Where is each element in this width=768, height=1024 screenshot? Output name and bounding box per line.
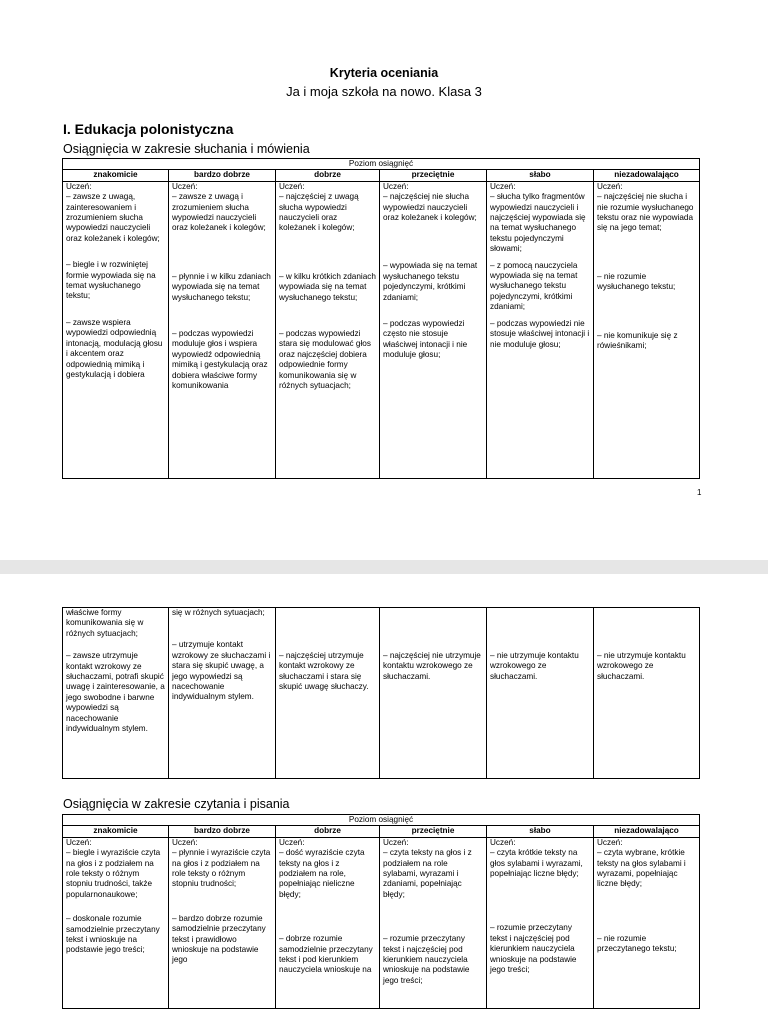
document-page-2	[0, 574, 768, 1024]
table-2-heading: Osiągnięcia w zakresie czytania i pisania	[63, 797, 290, 811]
column-header: bardzo dobrze	[169, 170, 276, 181]
criteria-cell: Uczeń: – najczęściej nie słucha wypowiedzi nauczycieli oraz koleżanek i kolegów; – wypowiada się na temat wysłuchanego tekstu pojedynczymi, krótkimi zdaniami; – podczas wypowiedzi często nie stosuje właściwej intonacji i nie moduluje głosu;	[380, 181, 487, 478]
criteria-cell: Uczeń: – słucha tylko fragmentów wypowiedzi nauczycieli i najczęściej wypowiada się na temat wysłuchanego tekstu pojedynczymi słowami; – z pomocą nauczyciela wypowiada się na temat wysłuchanego tekstu pojedynczymi, krótkimi zdaniami; – podczas wypowiedzi nie stosuje właściwej intonacji i nie moduluje głosu;	[487, 181, 594, 478]
criteria-cell: Uczeń: – zawsze z uwagą i zrozumieniem słucha wypowiedzi nauczycieli oraz koleżanek i kolegów; – płynnie i w kilku zdaniach wypowiada się na temat wysłuchanego tekstu; – podczas wypowiedzi moduluje głos i wspiera wypowiedź odpowiednią mimiką i gestykulacją oraz dobiera właściwe formy komunikowania	[169, 181, 276, 478]
column-header: znakomicie	[63, 170, 169, 181]
criteria-cell: – najczęściej utrzymuje kontakt wzrokowy ze słuchaczami i stara się skupić uwagę słuchaczy.	[276, 608, 380, 779]
column-header: bardzo dobrze	[169, 826, 276, 837]
criteria-cell: Uczeń: – zawsze z uwagą, zainteresowaniem i zrozumieniem słucha wypowiedzi nauczycieli oraz koleżanek i kolegów; – biegle i w rozwiniętej formie wypowiada się na temat wysłuchanego tekstu; – zawsze wspiera wypowiedzi odpowiednią intonacją, modulacją głosu i akcentem oraz odpowiednią mimiką i gestykulacją i dobiera	[63, 181, 169, 478]
column-header: znakomicie	[63, 826, 169, 837]
criteria-cell: właściwe formy komunikowania się w różnych sytuacjach; – zawsze utrzymuje kontakt wzrokowy ze słuchaczami, potrafi skupić uwagę i zainteresowanie, a jego swobodne i barwne wypowiedzi są nacechowanie indywidualnym stylem.	[63, 608, 169, 779]
column-header: przeciętnie	[380, 170, 487, 181]
column-header: dobrze	[276, 170, 380, 181]
level-header-row	[63, 159, 700, 170]
criteria-cell: Uczeń: – płynnie i wyraziście czyta na głos i z podziałem na role teksty o różnym stopniu trudności; – bardzo dobrze rozumie samodzielnie przeczytany tekst i prawidłowo wnioskuje na podstawie jego	[169, 837, 276, 1008]
criteria-cell: Uczeń: – najczęściej nie słucha i nie rozumie wysłuchanego tekstu oraz nie wypowiada się na jego temat; – nie rozumie wysłuchanego tekstu; – nie komunikuje się z rówieśnikami;	[594, 181, 700, 478]
criteria-cell: – nie utrzymuje kontaktu wzrokowego ze słuchaczami.	[487, 608, 594, 779]
page-number: 1	[697, 488, 702, 497]
table-row	[63, 181, 700, 478]
column-header: dobrze	[276, 826, 380, 837]
listening-speaking-table	[62, 158, 700, 479]
table-row	[63, 608, 700, 779]
column-header: niezadowalająco	[594, 170, 700, 181]
criteria-cell: Uczeń: – biegle i wyraziście czyta na głos i z podziałem na role teksty o różnym stopniu trudności, także popularnonaukowe; – doskonale rozumie samodzielnie przeczytany tekst i wnioskuje na podstawie jego treści;	[63, 837, 169, 1008]
document-title: Kryteria oceniania	[329, 66, 439, 80]
column-header: przeciętnie	[380, 826, 487, 837]
criteria-cell: Uczeń: – czyta krótkie teksty na głos sylabami i wyrazami, popełniając liczne błędy; – rozumie przeczytany tekst i najczęściej pod kierunkiem nauczyciela wnioskuje na podstawie jego treści;	[487, 837, 594, 1008]
criteria-cell: Uczeń: – czyta teksty na głos i z podziałem na role sylabami, wyrazami i zdaniami, popełniając błędy; – rozumie przeczytany tekst i najczęściej pod kierunkiem nauczyciela wnioskuje na podstawie jego treści;	[380, 837, 487, 1008]
level-header: Poziom osiągnięć	[63, 815, 700, 826]
criteria-cell: Uczeń: – najczęściej z uwagą słucha wypowiedzi nauczycieli oraz koleżanek i kolegów; – w kilku krótkich zdaniach wypowiada się na temat wysłuchanego tekstu; – podczas wypowiedzi stara się modulować głos oraz najczęściej dobiera odpowiednie formy komunikowania się w różnych sytuacjach;	[276, 181, 380, 478]
table-row	[63, 837, 700, 1008]
document-subtitle: Ja i moja szkoła na nowo. Klasa 3	[286, 84, 482, 99]
section-heading: I. Edukacja polonistyczna	[63, 121, 234, 137]
table-1-heading: Osiągnięcia w zakresie słuchania i mówienia	[63, 142, 310, 156]
column-header-row	[63, 826, 700, 837]
column-header: słabo	[487, 170, 594, 181]
reading-writing-table	[62, 814, 700, 1009]
column-header: słabo	[487, 826, 594, 837]
criteria-cell: się w różnych sytuacjach; – utrzymuje kontakt wzrokowy ze słuchaczami i stara się skupić uwagę, a jego wypowiedzi są nacechowanie indywidualnym stylem.	[169, 608, 276, 779]
criteria-cell: Uczeń: – dość wyraziście czyta teksty na głos i z podziałem na role, popełniając nieliczne błędy; – dobrze rozumie samodzielnie przeczytany tekst i pod kierunkiem nauczyciela wnioskuje na	[276, 837, 380, 1008]
listening-speaking-table-continued	[62, 607, 700, 779]
level-header: Poziom osiągnięć	[63, 159, 700, 170]
criteria-cell: – nie utrzymuje kontaktu wzrokowego ze słuchaczami.	[594, 608, 700, 779]
criteria-cell: Uczeń: – czyta wybrane, krótkie teksty na głos sylabami i wyrazami, popełniając liczne błędy; – nie rozumie przeczytanego tekstu;	[594, 837, 700, 1008]
column-header-row	[63, 170, 700, 181]
level-header-row	[63, 815, 700, 826]
criteria-cell: – najczęściej nie utrzymuje kontaktu wzrokowego ze słuchaczami.	[380, 608, 487, 779]
column-header: niezadowalająco	[594, 826, 700, 837]
